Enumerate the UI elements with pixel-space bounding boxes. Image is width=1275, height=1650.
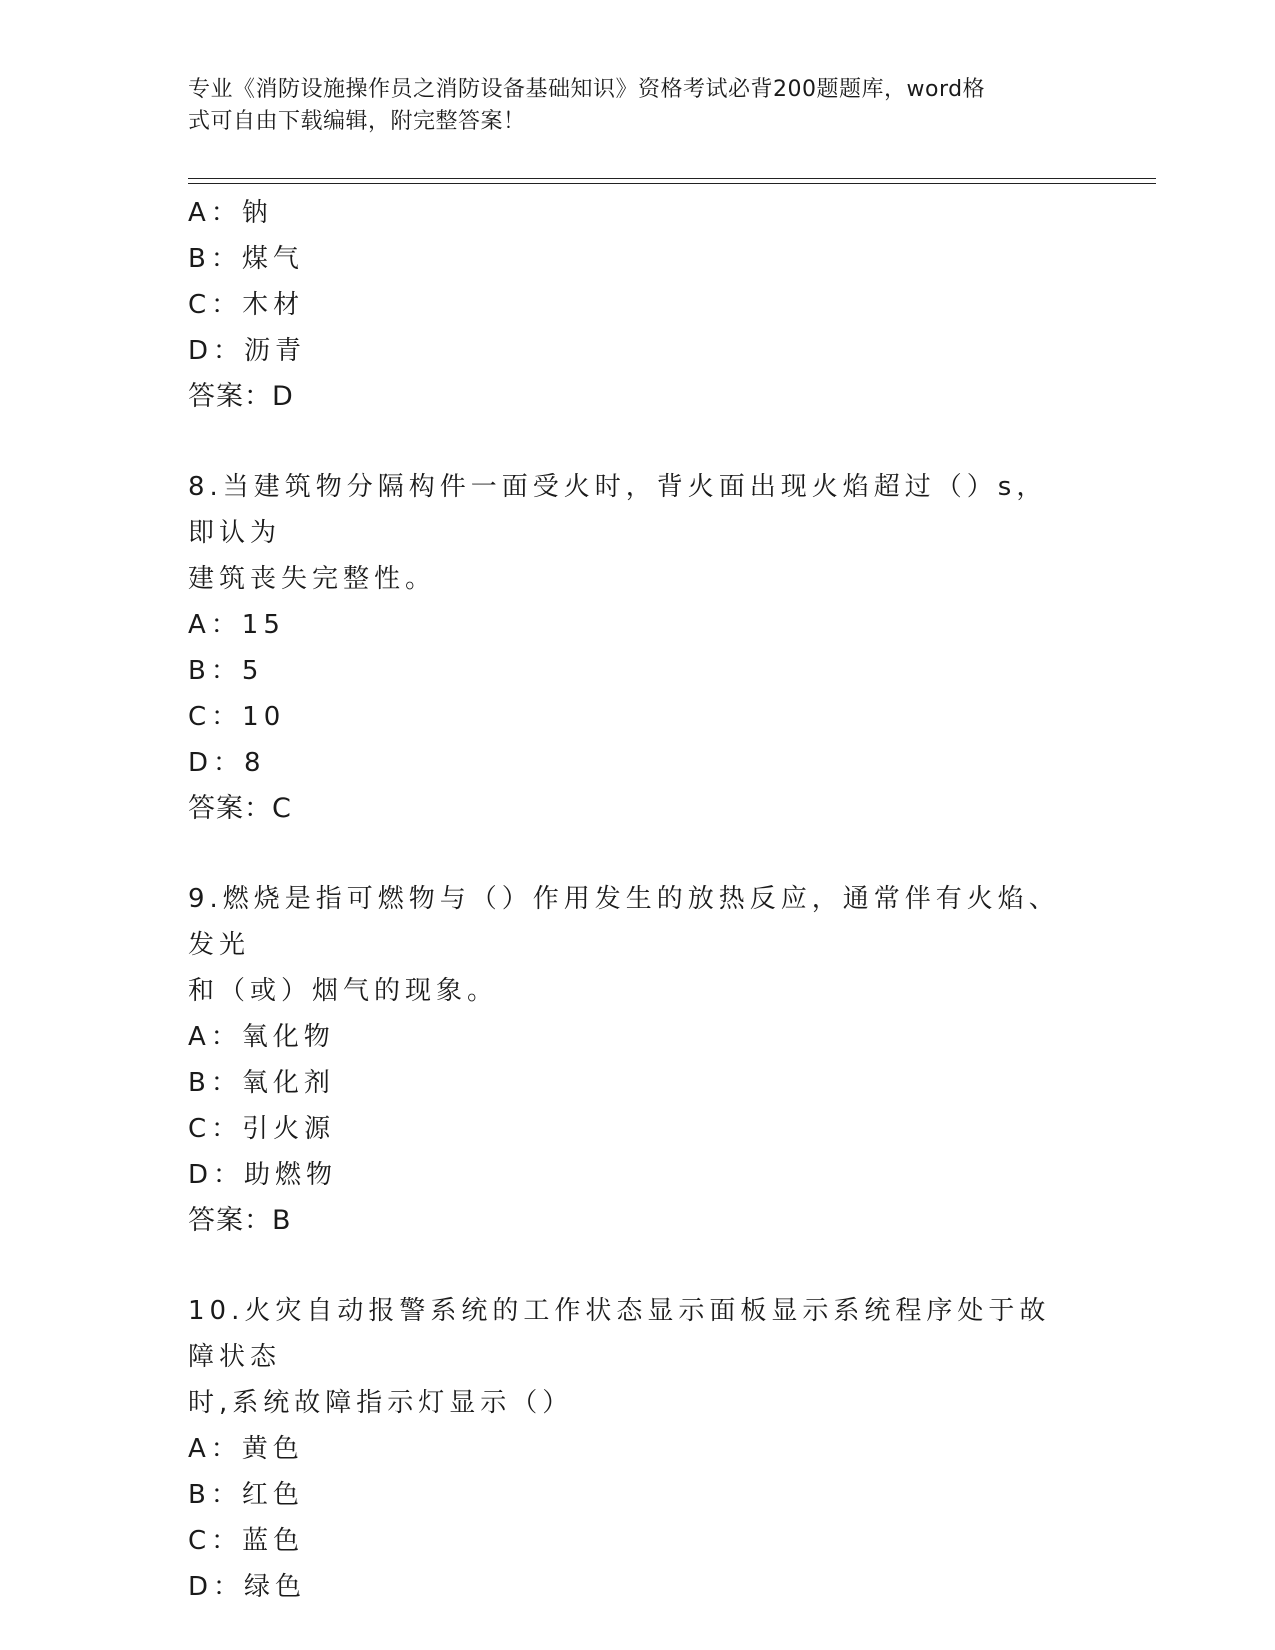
- spacer: [188, 832, 1088, 876]
- option-c: C：引火源: [188, 1114, 336, 1144]
- option-a: A：钠: [188, 198, 273, 228]
- header-line-2: 式可自由下载编辑，附完整答案！: [188, 109, 526, 134]
- document-header: [188, 74, 1068, 138]
- option-b: B：煤气: [188, 244, 304, 274]
- option-b: B：5: [188, 656, 264, 686]
- option-a: A：黄色: [188, 1434, 304, 1464]
- option-d: D：绿色: [188, 1572, 307, 1602]
- question-10: [188, 1288, 1088, 1610]
- question-stem: [188, 1288, 1078, 1426]
- option-b: B：红色: [188, 1480, 304, 1510]
- spacer: [188, 1244, 1088, 1288]
- header-divider-top: [188, 178, 1156, 179]
- answer: 答案：C: [188, 793, 292, 824]
- option-d: D：助燃物: [188, 1160, 338, 1190]
- question-stem: [188, 876, 1078, 1014]
- option-a: A：氧化物: [188, 1022, 335, 1052]
- question-list: [188, 190, 1088, 1610]
- question-7: [188, 190, 1088, 420]
- option-c: C：木材: [188, 290, 305, 320]
- question-stem: [188, 464, 1078, 602]
- question-stem-line-1: 9.燃烧是指可燃物与（）作用发生的放热反应，通常伴有火焰、发光: [188, 884, 1060, 960]
- option-d: D：8: [188, 748, 266, 778]
- question-stem-line-2: 建筑丧失完整性。: [188, 564, 437, 594]
- option-d: D：沥青: [188, 336, 307, 366]
- question-stem-line-2: 时,系统故障指示灯显示（）: [188, 1388, 574, 1418]
- header-line-1: 专业《消防设施操作员之消防设备基础知识》资格考试必背200题题库，word格: [188, 77, 986, 102]
- option-b: B：氧化剂: [188, 1068, 335, 1098]
- question-stem-line-1: 10.火灾自动报警系统的工作状态显示面板显示系统程序处于故障状态: [188, 1296, 1051, 1372]
- option-a: A：15: [188, 610, 285, 640]
- answer: 答案：B: [188, 1205, 292, 1236]
- question-stem-line-2: 和（或）烟气的现象。: [188, 976, 499, 1006]
- question-8: [188, 464, 1088, 832]
- spacer: [188, 420, 1088, 464]
- question-9: [188, 876, 1088, 1244]
- option-c: C：蓝色: [188, 1526, 305, 1556]
- option-c: C：10: [188, 702, 286, 732]
- question-stem-line-1: 8.当建筑物分隔构件一面受火时，背火面出现火焰超过（）s，即认为: [188, 472, 1048, 548]
- header-divider-bottom: [188, 183, 1156, 184]
- answer: 答案：D: [188, 381, 294, 412]
